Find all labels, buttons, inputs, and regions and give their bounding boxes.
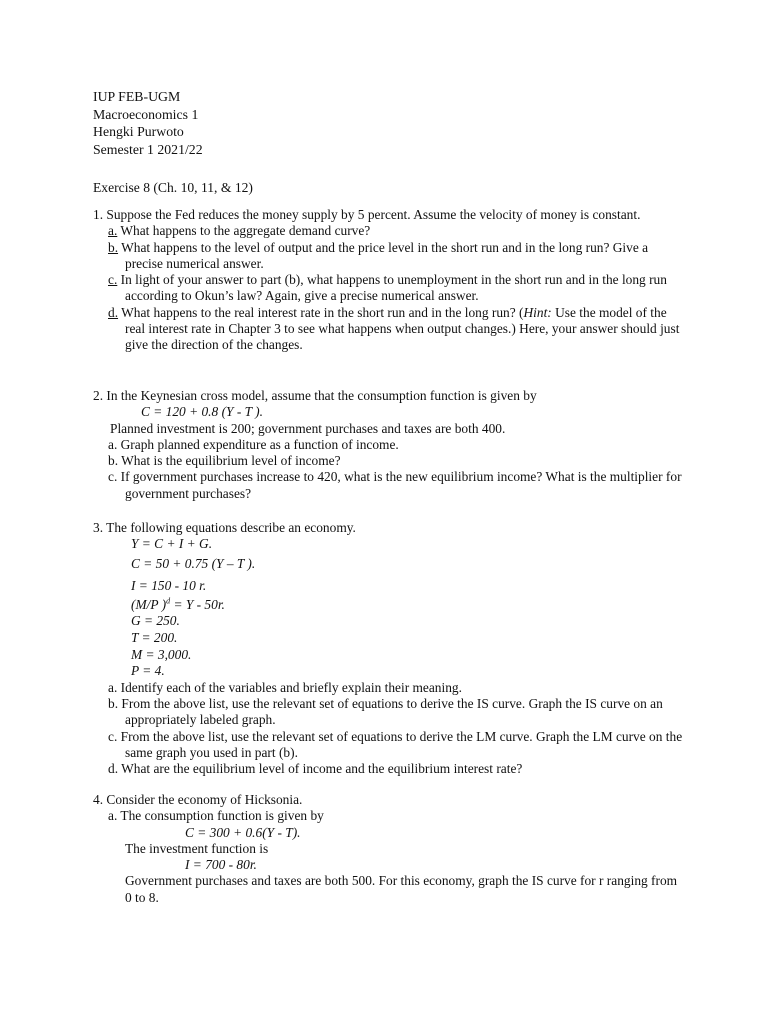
equation-g: G = 250.	[131, 613, 180, 629]
investment-function-line: The investment function is	[125, 840, 269, 856]
document-header	[93, 88, 203, 158]
question-2-part-b: b. What is the equilibrium level of income?	[108, 453, 341, 469]
exercise-title: Exercise 8 (Ch. 10, 11, & 12)	[93, 180, 253, 195]
equation-y: Y = C + I + G.	[131, 536, 213, 552]
equation-p: P = 4.	[131, 663, 165, 679]
question-4	[93, 792, 683, 906]
instructor-line: Hengki Purwoto	[93, 124, 184, 139]
question-1-part-b: b. What happens to the level of output and the price level in the short run and in the long run? Give a precise numerical answer.	[108, 239, 649, 271]
question-2	[93, 388, 683, 502]
question-3-part-c: c. From the above list, use the relevant set of equations to derive the LM curve. Graph the LM curve on the same graph you used in part (b).	[108, 728, 683, 761]
hint-label: Hint:	[523, 304, 552, 320]
consumption-equation: C = 120 + 0.8 (Y - T ).	[141, 404, 263, 420]
question-1-text: 1. Suppose the Fed reduces the money supply by 5 percent. Assume the velocity of money is constant.	[93, 207, 641, 222]
question-1	[93, 207, 683, 354]
question-3-part-a: a. Identify each of the variables and briefly explain their meaning.	[108, 679, 462, 695]
question-1-part-d: d. What happens to the real interest rate in the short run and in the long run? (Hint: Use the model of the real interest rate in Chapter 3 to see what happens when output changes.) Here, your answer should just give the direction of the changes.	[108, 304, 680, 353]
question-1-part-a: a. What happens to the aggregate demand curve?	[108, 223, 371, 239]
equation-i: I = 150 - 10 r.	[131, 577, 207, 593]
question-2-part-c: c. If government purchases increase to 420, what is the new equilibrium income? What is the multiplier for government purchases?	[108, 469, 682, 501]
question-4-part-a: a. The consumption function is given by	[108, 808, 324, 824]
question-3-text: 3. The following equations describe an economy.	[93, 520, 356, 535]
question-3	[93, 520, 683, 778]
hicksonia-consumption-equation: C = 300 + 0.6(Y - T).	[185, 824, 301, 840]
question-1-part-c: c. In light of your answer to part (b), what happens to unemployment in the short run and in the long run according to Okun’s law? Again, give a precise numerical answer.	[108, 272, 667, 304]
equation-c: C = 50 + 0.75 (Y – T ).	[131, 555, 256, 571]
question-3-part-b: b. From the above list, use the relevant set of equations to derive the IS curve. Graph the IS curve on an appropriately labeled graph.	[108, 696, 663, 728]
question-2-given: Planned investment is 200; government purchases and taxes are both 400.	[110, 420, 506, 436]
government-purchases-line: Government purchases and taxes are both 500. For this economy, graph the IS curve for r ranging from 0 to 8.	[125, 873, 678, 905]
course-line: Macroeconomics 1	[93, 106, 199, 122]
semester-line: Semester 1 2021/22	[93, 141, 203, 157]
question-2-part-a: a. Graph planned expenditure as a function of income.	[108, 436, 399, 452]
question-3-part-d: d. What are the equilibrium level of income and the equilibrium interest rate?	[108, 761, 523, 777]
hicksonia-investment-equation: I = 700 - 80r.	[185, 857, 257, 873]
equation-t: T = 200.	[131, 630, 178, 646]
equation-m: M = 3,000.	[131, 646, 192, 662]
question-4-text: 4. Consider the economy of Hicksonia.	[93, 792, 303, 807]
equation-money-demand: (M/P )$^d$ = Y - 50r.	[131, 596, 225, 612]
equation-list	[93, 536, 683, 680]
question-2-text: 2. In the Keynesian cross model, assume that the consumption function is given by	[93, 388, 537, 403]
institution-line: IUP FEB-UGM	[93, 89, 181, 104]
